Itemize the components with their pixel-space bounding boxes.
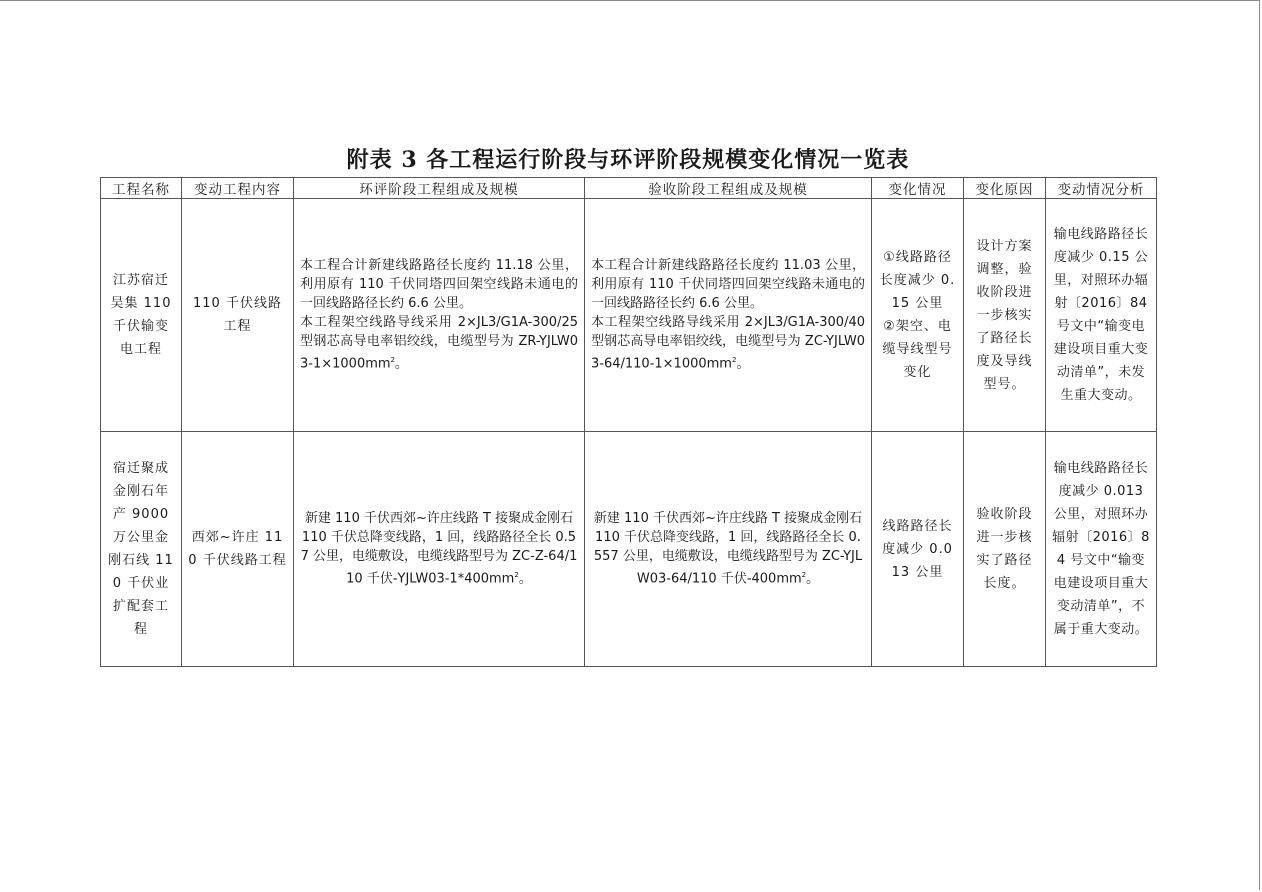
- table-row: [101, 199, 1157, 432]
- cell-change-analysis: 输电线路路径长度减少 0.013 公里，对照环办辐射〔2016〕84 号文中“输变电建设项目重大变动清单”，不属于重大变动。: [1046, 432, 1157, 667]
- header-acceptance-scale: 验收阶段工程组成及规模: [585, 178, 872, 199]
- scale-change-table: [100, 177, 1157, 667]
- cell-change-status: [872, 199, 964, 432]
- change-status-item-2: ②架空、电缆导线型号变化: [882, 319, 953, 380]
- cell-acceptance-scale: [585, 199, 872, 432]
- header-change-status: 变化情况: [872, 178, 964, 199]
- cell-change-reason: 验收阶段进一步核实了路径长度。: [964, 432, 1046, 667]
- eia-scale-tail: 。: [518, 571, 532, 587]
- header-project-name: 工程名称: [101, 178, 182, 199]
- acceptance-scale-tail: 。: [736, 356, 750, 372]
- eia-scale-text: 本工程架空线路导线采用 2×JL3/G1A-300/25型钢芯高导电率铝绞线，电缆型号为 ZR-YJLW03-1×1000mm: [300, 315, 578, 372]
- acceptance-scale-superscript: 2: [731, 356, 737, 365]
- eia-scale-paragraph-1: 本工程合计新建线路路径长度约 11.18 公里，利用原有 110 千伏同塔四回架空线路未通电的一回线路路径长约 6.6 公里。: [300, 258, 578, 312]
- document-title: 附表 3 各工程运行阶段与环评阶段规模变化情况一览表: [346, 147, 910, 173]
- cell-change-reason: 设计方案调整，验收阶段进一步核实了路径长度及导线型号。: [964, 199, 1046, 432]
- cell-eia-scale: [294, 199, 585, 432]
- eia-scale-tail: 。: [395, 356, 409, 372]
- table-header-row: [101, 178, 1157, 199]
- eia-scale-paragraph-2: [300, 313, 578, 373]
- acceptance-scale-text: 新建 110 千伏西郊~许庄线路 T 接聚成金刚石 110 千伏总降变线路，1 回，线路路径全长 0.557 公里，电缆敷设，电缆线路型号为 ZC-YJLW03-64/110 千伏-400mm: [593, 511, 863, 587]
- eia-scale-text: 新建 110 千伏西郊~许庄线路 T 接聚成金刚石 110 千伏总降变线路，1 回，线路路径全长 0.57 公里，电缆敷设，电缆线路型号为 ZC-Z-64/110 千伏-YJLW03-1*400mm: [300, 511, 578, 587]
- cell-change-content: 西郊~许庄 110 千伏线路工程: [182, 432, 294, 667]
- eia-scale-superscript: 2: [514, 571, 519, 580]
- header-change-analysis: 变动情况分析: [1046, 178, 1157, 199]
- acceptance-scale-superscript: 2: [801, 571, 807, 580]
- acceptance-scale-text: 本工程架空线路导线采用 2×JL3/G1A-300/40 型钢芯高导电率铝绞线，电缆型号为 ZC-YJLW03-64/110-1×1000mm: [591, 315, 865, 372]
- header-eia-scale: 环评阶段工程组成及规模: [294, 178, 585, 199]
- cell-change-status: 线路路径长度减少 0.013 公里: [872, 432, 964, 667]
- header-change-reason: 变化原因: [964, 178, 1046, 199]
- acceptance-scale-tail: 。: [806, 571, 820, 587]
- cell-change-analysis: 输电线路路径长度减少 0.15 公里，对照环办辐射〔2016〕84 号文中“输变电建设项目重大变动清单”，未发生重大变动。: [1046, 199, 1157, 432]
- change-status-item-1: ①线路路径长度减少 0.15 公里: [879, 250, 956, 311]
- eia-scale-superscript: 2: [390, 356, 396, 365]
- table-row: [101, 432, 1157, 667]
- acceptance-scale-paragraph-2: [591, 313, 865, 373]
- cell-project-name: 宿迁聚成金刚石年产 9000 万公里金刚石线 110 千伏业扩配套工程: [101, 432, 182, 667]
- cell-acceptance-scale: [585, 432, 872, 667]
- cell-project-name: 江苏宿迁吴集 110 千伏输变电工程: [101, 199, 182, 432]
- header-change-content: 变动工程内容: [182, 178, 294, 199]
- acceptance-scale-paragraph-1: 本工程合计新建线路路径长度约 11.03 公里，利用原有 110 千伏同塔四回架空线路未通电的一回线路路径长约 6.6 公里。: [591, 258, 865, 312]
- cell-eia-scale: [294, 432, 585, 667]
- cell-change-content: 110 千伏线路工程: [182, 199, 294, 432]
